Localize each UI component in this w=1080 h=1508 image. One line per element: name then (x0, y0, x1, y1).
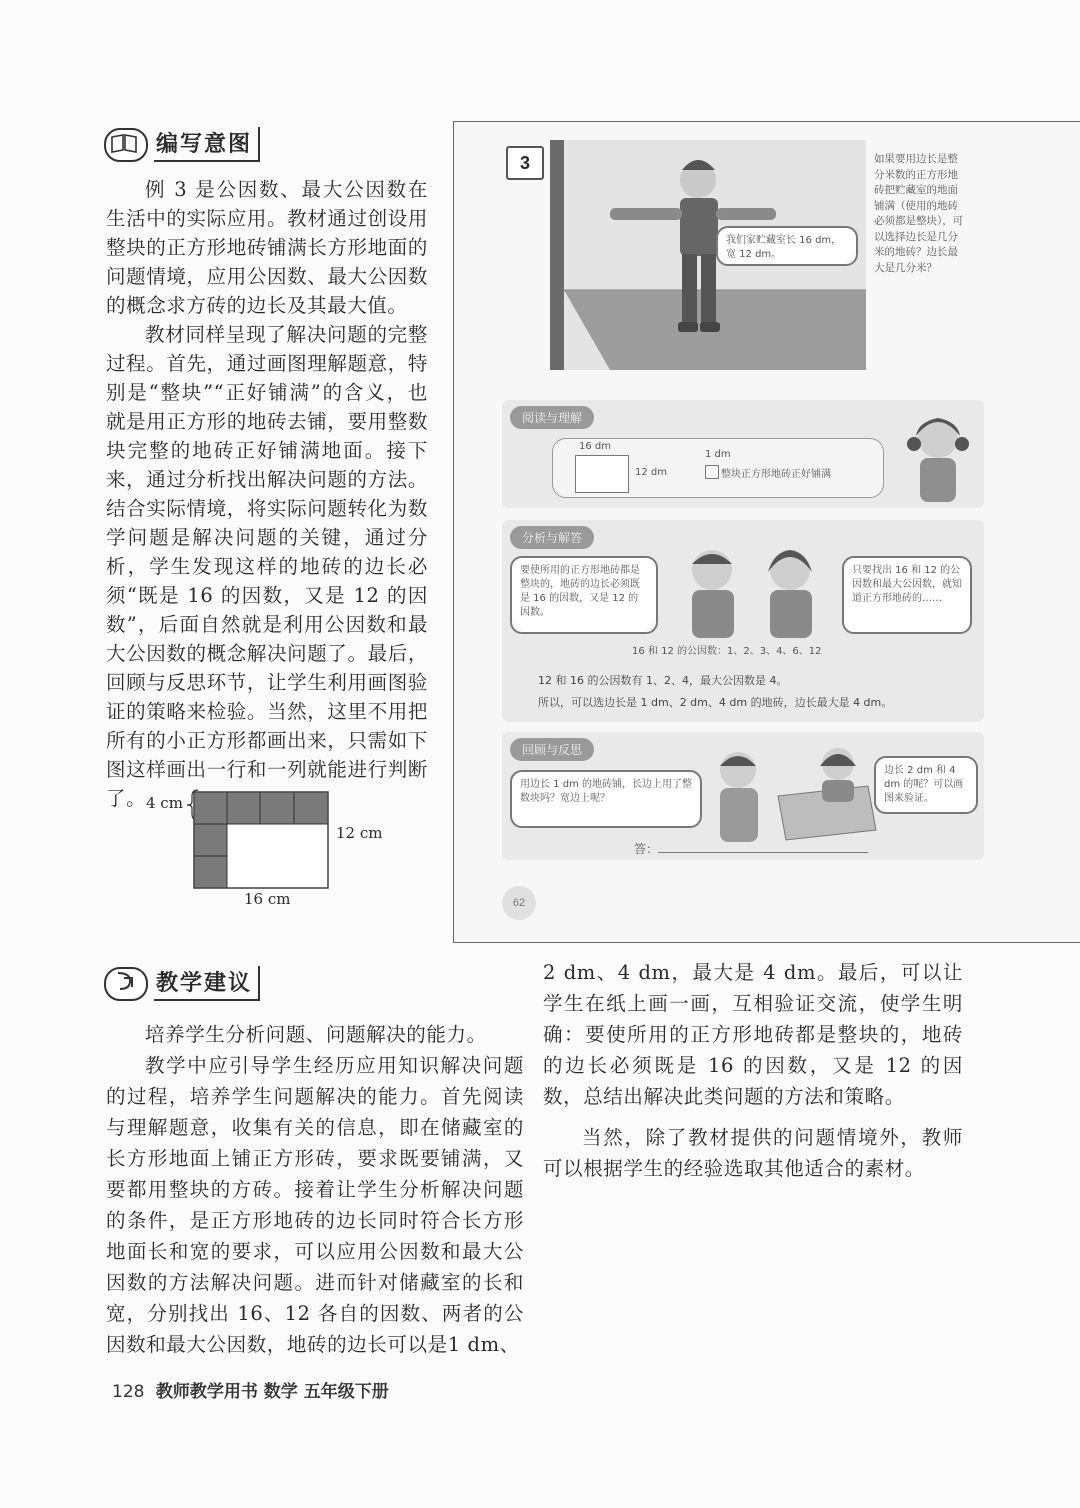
section-tag-read: 阅读与理解 (510, 406, 594, 429)
paragraph: 培养学生分析问题、问题解决的能力。 (145, 1023, 487, 1046)
girl-illustration (900, 408, 970, 504)
speech-bubble-boy: 我们家贮藏室长 16 dm，宽 12 dm。 (716, 226, 858, 266)
section-tag-review: 回顾与反思 (510, 738, 594, 761)
textbook-excerpt (453, 121, 1080, 943)
read-diagram-box (552, 438, 884, 498)
analyze-solve-section (502, 520, 984, 722)
tile-diagram (140, 788, 400, 913)
result-line-1: 12 和 16 的公因数有 1、2、4，最大公因数是 4。 (538, 674, 788, 687)
answer-line (658, 852, 868, 853)
section-header-writing-intent (104, 127, 260, 162)
read-label-12: 12 dm (635, 467, 667, 478)
section2-left-column (106, 1019, 524, 1360)
common-factor-line: 16 和 12 的公因数：1、2、3、4、6、12 (632, 646, 822, 657)
review-illustration (708, 740, 878, 848)
section-header-teaching-advice (104, 966, 260, 1001)
room-scene (550, 140, 866, 370)
paragraph: 2 dm、4 dm，最大是 4 dm。最后，可以让学生在纸上画一画，互相验证交流，使学生明确：要使所用的正方形地砖都是整块的，地砖的边长必须既是 16 的因数，又是 12 的因数，总结出解决此类问题的方法和策略。 (543, 961, 963, 1108)
speech-bubble-review-right: 边长 2 dm 和 4 dm 的呢？可以画图来验证。 (874, 756, 978, 814)
speech-bubble-review-left: 用边长 1 dm 的地砖铺，长边上用了整数块吗？宽边上呢？ (510, 770, 702, 828)
tile-grid (192, 790, 332, 890)
answer-label: 答： (634, 842, 659, 856)
section-title: 编写意图 (154, 127, 260, 162)
paragraph: 教材同样呈现了解决问题的完整过程。首先，通过画图理解题意，特别是“整块”“正好铺满”的含义，也就是用正方形的地砖去铺，要用整数块完整的地砖正好铺满地面。接下来，通过分析找出解决问题的方法。结合实际情境，将实际问题转化为数学问题是解决问题的关键，通过分析，学生发现这样的地砖的边长必须“既是 16 的因数，又是 12 的因数”，后面自然就是利用公因数和最大公因数的概念解决问题了。最后，回顾与反思环节，让学生利用画图验证的策略来检验。当然，这里不用把所有的小正方形都画出来，只需如下图这样画出一行和一列就能进行判断了。 (106, 323, 428, 810)
read-label-1: 1 dm (705, 449, 731, 460)
section1-body (106, 175, 428, 813)
speech-bubble-right: 只要找出 16 和 12 的公因数和最大公因数，就知道正方形地砖的…… (842, 556, 972, 634)
example-question: 如果要用边长是整分米数的正方形地砖把贮藏室的地面铺满（使用的地砖必须都是整块），可以选择边长是几分米的地砖？边长最大是几分米？ (874, 153, 964, 274)
book-title: 教师教学用书 数学 五年级下册 (155, 1382, 389, 1402)
result-line-2: 所以，可以选边长是 1 dm、2 dm、4 dm 的地砖，边长最大是 4 dm。 (538, 696, 893, 709)
read-label-16: 16 dm (579, 441, 611, 452)
page-number: 128 (112, 1382, 145, 1402)
students-illustration (666, 540, 836, 640)
unit-tile-square (705, 465, 719, 479)
section-title: 教学建议 (154, 966, 260, 1001)
floor-rectangle (575, 455, 629, 493)
diagram-label-height: 12 cm (336, 824, 383, 842)
paragraph: 例 3 是公因数、最大公因数在生活中的实际应用。教材通过创设用整块的正方形地砖铺满长方形地面的问题情境，应用公因数、最大公因数的概念求方砖的边长及其最大值。 (106, 178, 428, 317)
teaching-icon (104, 967, 148, 1001)
book-icon (104, 128, 148, 162)
diagram-label-length: 16 cm (244, 890, 291, 908)
paragraph: 教学中应引导学生经历应用知识解决问题的过程，培养学生问题解决的能力。首先阅读与理解题意，收集有关的信息，即在储藏室的长方形地面上铺正方形砖，要求既要铺满，又要都用整块的方砖。接着让学生分析解决问题的条件，是正方形地砖的边长同时符合长方形地面长和宽的要求，可以应用公因数和最大公因数的方法解决问题。进而针对储藏室的长和宽，分别找出 16、12 各自的因数、两者的公因数和最大公因数，地砖的边长可以是1 dm、 (106, 1054, 524, 1356)
textbook-page-number: 62 (502, 886, 536, 920)
page-footer (112, 1377, 389, 1402)
review-reflect-section (502, 732, 984, 860)
paragraph: 当然，除了教材提供的问题情境外，教师可以根据学生的经验选取其他适合的素材。 (543, 1126, 963, 1180)
section-tag-analyze: 分析与解答 (510, 526, 594, 549)
example-number-badge: 3 (506, 146, 544, 180)
speech-bubble-left: 要使所用的正方形地砖都是整块的，地砖的边长必须既是 16 的因数，又是 12 的因数。 (510, 556, 658, 634)
diagram-label-width: 4 cm (146, 794, 183, 812)
read-understand-section (502, 400, 984, 508)
section2-right-column (543, 957, 963, 1184)
read-note: 整块正方形地砖正好铺满 (721, 469, 831, 480)
